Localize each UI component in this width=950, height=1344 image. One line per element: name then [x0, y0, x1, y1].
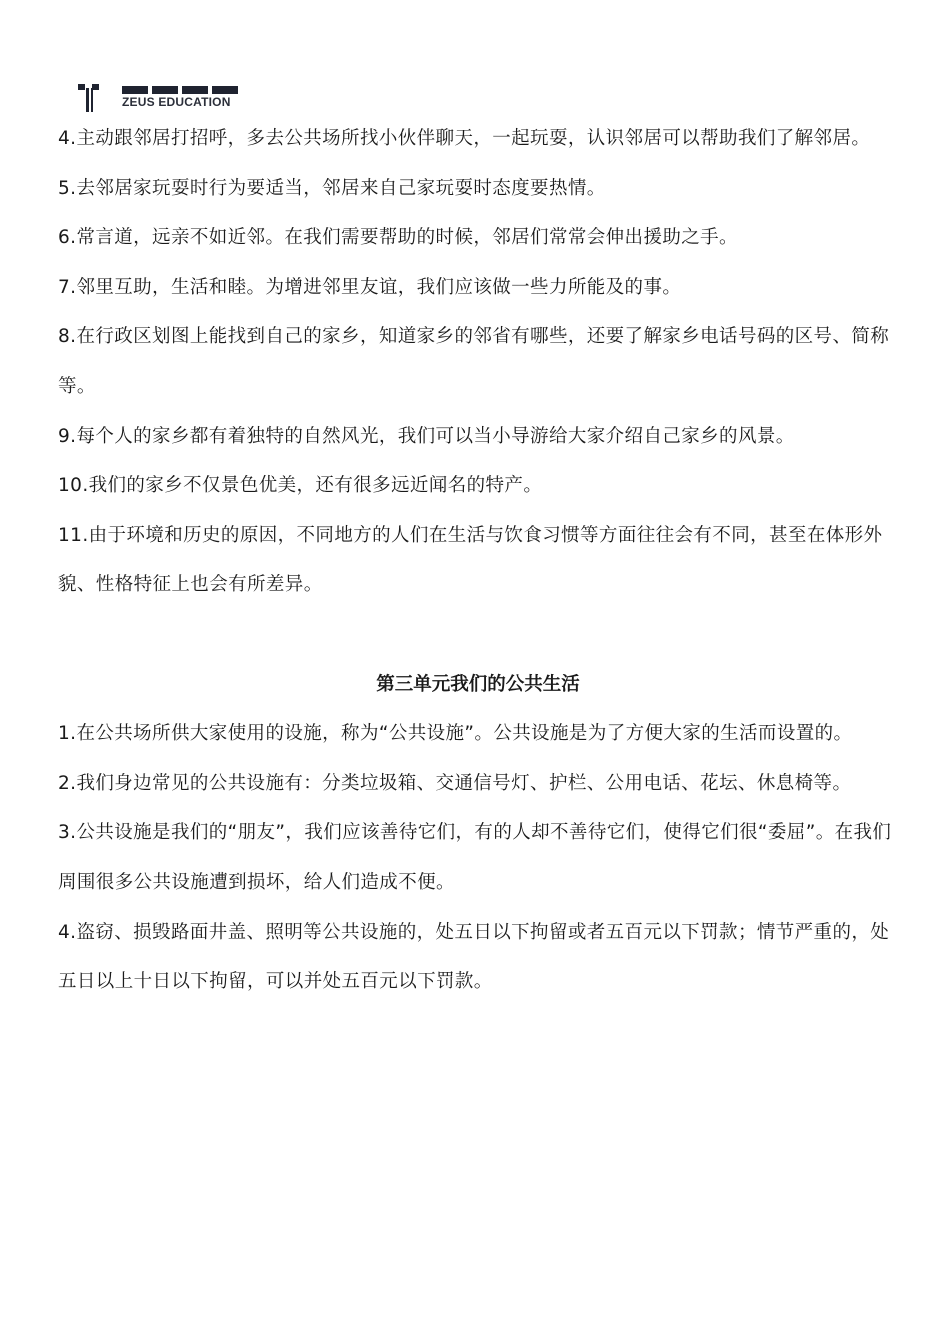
logo-chinese-mark: [122, 78, 240, 94]
list-item: 2.我们身边常见的公共设施有：分类垃圾箱、交通信号灯、护栏、公用电话、花坛、休息椅等。: [58, 772, 852, 794]
list-item: 7.邻里互助，生活和睦。为增进邻里友谊，我们应该做一些力所能及的事。: [58, 276, 682, 298]
list-item: 8.在行政区划图上能找到自己的家乡，知道家乡的邻省有哪些，还要了解家乡电话号码的区号、简称等。: [58, 326, 890, 397]
logo-english-text: ZEUS EDUCATION: [122, 95, 231, 109]
list-item: 4.主动跟邻居打招呼，多去公共场所找小伙伴聊天，一起玩耍，认识邻居可以帮助我们了解邻居。: [58, 128, 871, 149]
list-item: 6.常言道，远亲不如近邻。在我们需要帮助的时候，邻居们常常会伸出援助之手。: [58, 227, 738, 249]
list-item: 9.每个人的家乡都有着独特的自然风光，我们可以当小导游给大家介绍自己家乡的风景。: [58, 425, 795, 447]
logo: [70, 78, 260, 112]
section-spacer: [58, 610, 898, 660]
list-item: 3.公共设施是我们的“朋友”，我们应该善待它们，有的人却不善待它们，使得它们很“委屈”。在我们周围很多公共设施遭到损坏，给人们造成不便。: [58, 822, 892, 893]
zeus-logo-icon: [70, 78, 110, 112]
section-title: 第三单元我们的公共生活: [376, 673, 580, 695]
list-item: 1.在公共场所供大家使用的设施，称为“公共设施”。公共设施是为了方便大家的生活而设置的。: [58, 723, 853, 745]
list-item: 11.由于环境和历史的原因，不同地方的人们在生活与饮食习惯等方面往往会有不同，甚至在体形外貌、性格特征上也会有所差异。: [58, 524, 883, 596]
list-item: 4.盗窃、损毁路面井盖、照明等公共设施的，处五日以下拘留或者五百元以下罚款；情节严重的，处五日以上十日以下拘留，可以并处五百元以下罚款。: [58, 921, 890, 993]
list-item: 10.我们的家乡不仅景色优美，还有很多远近闻名的特产。: [58, 475, 543, 497]
document-body: [58, 114, 898, 1007]
list-item: 5.去邻居家玩耍时行为要适当，邻居来自己家玩耍时态度要热情。: [58, 177, 606, 199]
